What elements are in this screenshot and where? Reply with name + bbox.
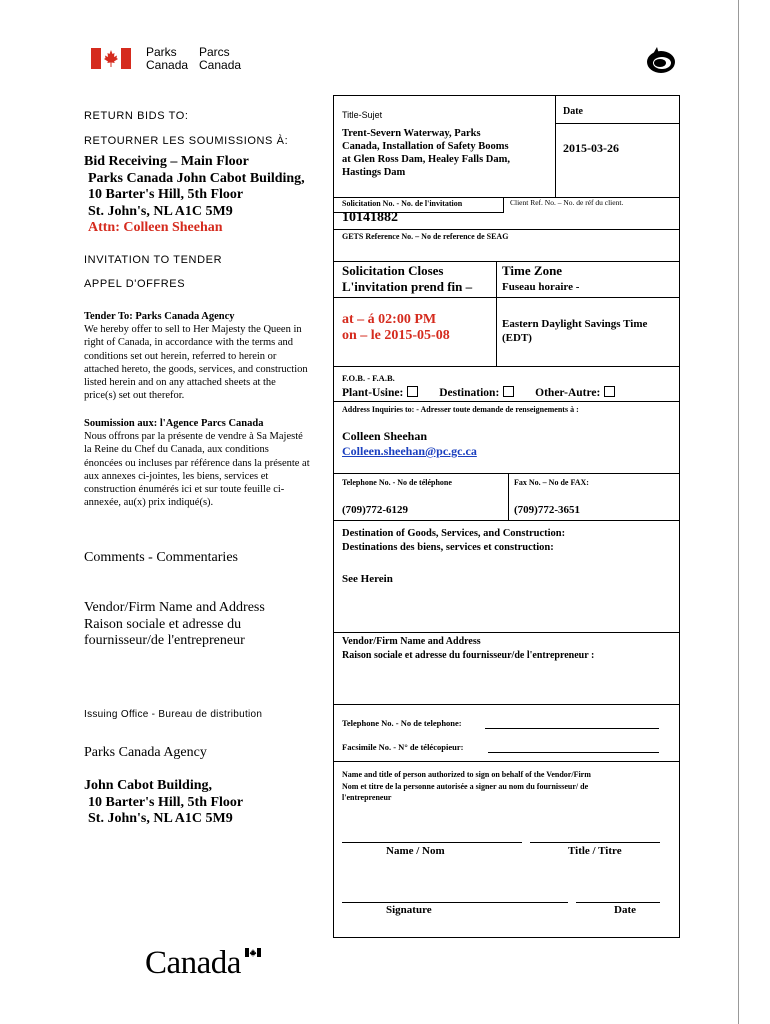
address-inquiries-label: Address Inquiries to: - Adresser toute demande de renseignements à : [342,405,579,414]
plant-checkbox[interactable] [407,386,418,397]
telephone-label: Telephone No. - No de téléphone [342,478,452,487]
canada-wordmark: Canada [145,945,241,981]
fax-label: Fax No. – No de FAX: [514,478,589,487]
authorized-person-label: Name and title of person authorized to sign on behalf of the Vendor/Firm Nom et titre de la personne autorisée a signer au nom du fournisseur/ de l'entrepreneur [342,770,591,802]
vendor-heading: Vendor/Firm Name and Address Raison sociale et adresse du fournisseur/de l'entrepreneur : [342,636,595,661]
tender-title: Trent-Severn Waterway, Parks Canada, Installation of Safety Booms at Glen Ross Dam, Healey Falls Dam, Hastings Dam [342,128,510,178]
tender-form-box [333,95,680,938]
contact-email-link[interactable]: Colleen.sheehan@pc.gc.ca [342,444,477,458]
title-label-sign: Title / Titre [568,845,622,857]
canada-wordmark-flag-icon [245,948,261,957]
return-bids-label: RETURN BIDS TO: [84,110,189,122]
time-zone-label: Time Zone Fuseau horaire - [502,263,580,293]
vendor-label-left: Vendor/Firm Name and Address Raison sociale et adresse du fournisseur/de l'entrepreneur [84,600,265,648]
parks-canada-wordmark-en: Parks Canada [146,45,189,72]
canada-flag-icon [91,48,131,69]
closing-datetime: at – á 02:00 PM on – le 2015-05-08 [342,312,450,343]
appel-label: APPEL D'OFFRES [84,278,186,290]
destination-heading: Destination of Goods, Services, and Construction: Destinations des biens, services et construction: [342,528,566,553]
solicitation-label: Solicitation No. - No. de l'invitation [342,199,463,208]
contact-block: Colleen Sheehan Colleen.sheehan@pc.gc.ca [342,429,477,458]
client-ref-label: Client Ref. No. – No. de réf du client. [510,198,624,207]
solicitation-number: 10141882 [342,210,398,225]
solicitation-closes: Solicitation Closes L'invitation prend fin – [342,263,473,294]
date-label-sign: Date [614,904,636,916]
see-herein: See Herein [342,573,393,585]
date-label: Date [563,106,583,117]
attn-line: Attn: Colleen Sheehan [88,220,223,235]
name-label: Name / Nom [386,845,445,857]
telephone-value: (709)772-6129 [342,504,408,516]
return-address: Bid Receiving – Main Floor Parks Canada John Cabot Building, 10 Barter's Hill, 5th Floor St. John's, NL A1C 5M9 Attn: Colleen Sheehan [84,154,305,235]
comments-label: Comments - Commentaries [84,550,238,565]
other-checkbox[interactable] [604,386,615,397]
signature-label: Signature [386,904,432,916]
parks-canada-wordmark-fr: Parcs Canada [199,45,242,72]
parks-canada-beaver-icon [645,44,677,76]
invitation-label: INVITATION TO TENDER [84,254,223,266]
issuing-office-address: John Cabot Building, 10 Barter's Hill, 5th Floor St. John's, NL A1C 5M9 [84,778,244,826]
time-zone-value: Eastern Daylight Savings Time (EDT) [502,318,648,344]
gets-label: GETS Reference No. – No de reference de SEAG [342,232,509,241]
tender-paragraph: Tender To: Parks Canada Agency We hereby offer to sell to Her Majesty the Queen in right of Canada, in accordance with the terms and conditions set out herein, referred to herein or attached hereto, the goods, services, and construction listed herein and on any attached sheets at the price(s) set out therefor. [84,311,308,402]
vendor-fax-label: Facsimile No. - N° de télécopieur: [342,742,464,752]
fob-options: Plant-Usine: Destination: Other-Autre: [342,386,615,400]
retourner-label: RETOURNER LES SOUMISSIONS À: [84,135,289,147]
fax-value: (709)772-3651 [514,504,580,516]
title-label: Title-Sujet [342,110,383,120]
page-edge [738,0,739,1024]
agency-name: Parks Canada Agency [84,745,207,760]
vendor-telephone-label: Telephone No. - No de telephone: [342,718,462,728]
fob-label: F.O.B. - F.A.B. [342,373,395,383]
destination-checkbox[interactable] [503,386,514,397]
issuing-office-label: Issuing Office - Bureau de distribution [84,709,263,720]
soumission-paragraph: Soumission aux: l'Agence Parcs Canada Nous offrons par la présente de vendre à Sa Majesté la Reine du Chef du Canada, aux conditions énoncées ou incluses par référence dans la présente at aux annexes ci-jointes, les biens, services et construction énumérés ici et sur toute feuille ci- annexée, au(x) prix indiqué(s). [84,418,310,509]
issue-date: 2015-03-26 [563,141,619,155]
